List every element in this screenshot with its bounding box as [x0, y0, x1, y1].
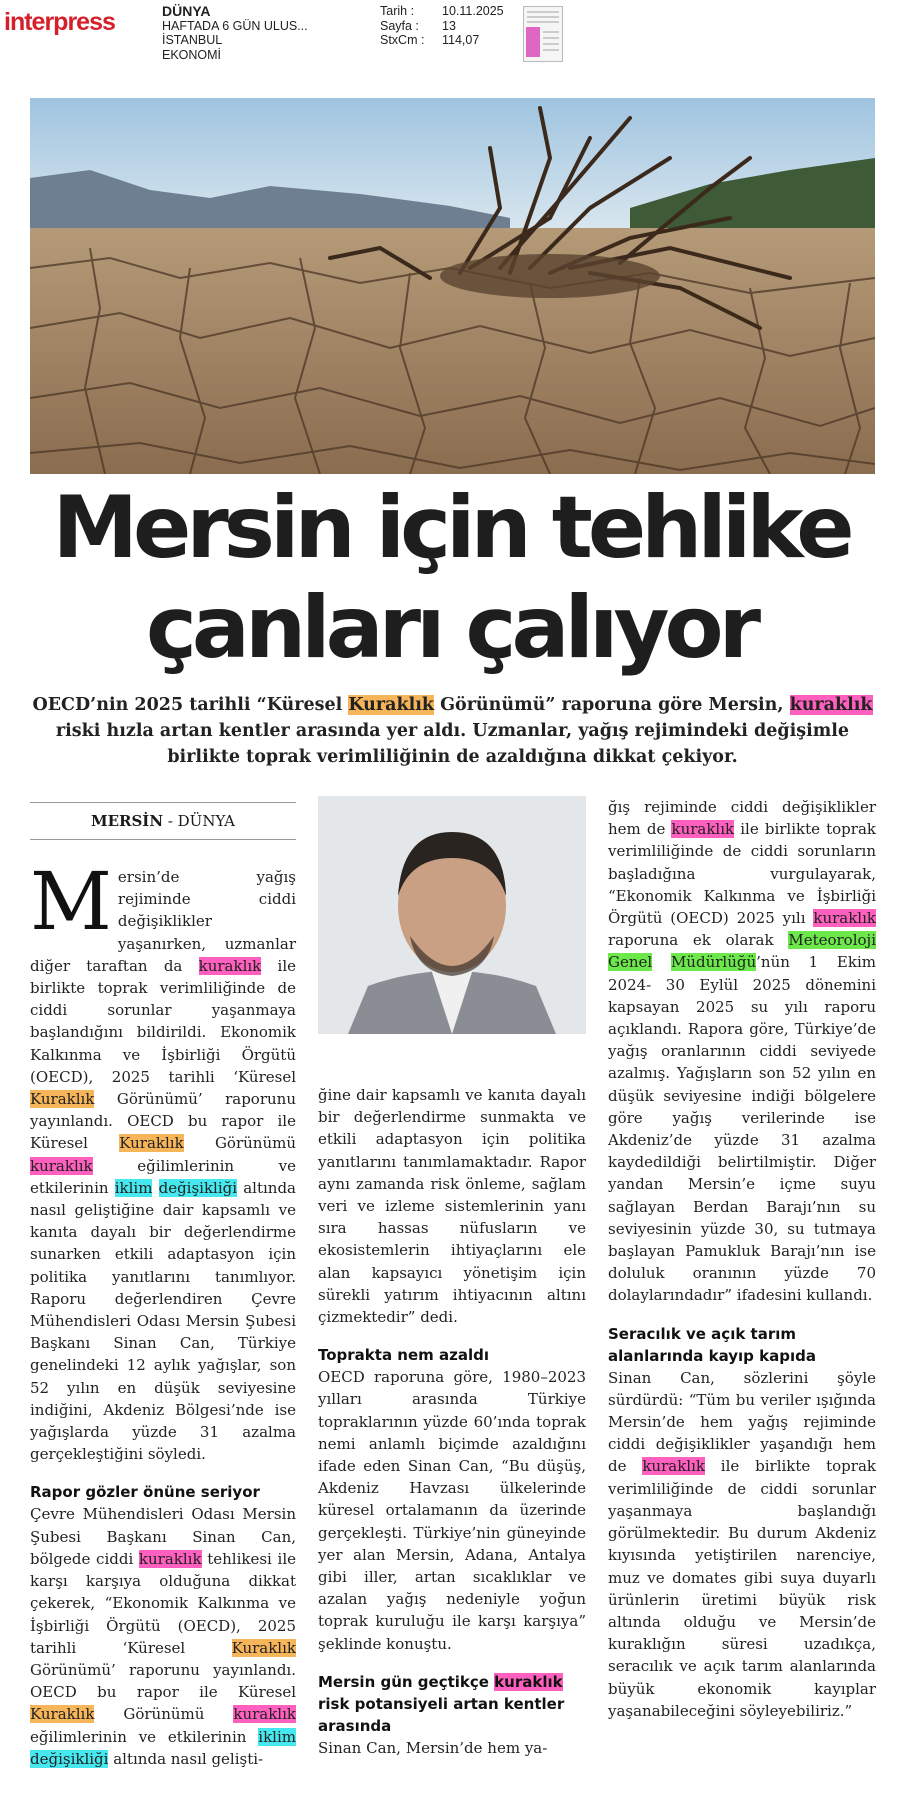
page-value: 13	[442, 18, 456, 33]
highlight-keyword: kuraklık	[671, 820, 735, 839]
highlight-keyword: Kuraklık	[348, 695, 434, 715]
subheading: Mersin gün geçtikçe kuraklık risk potansiyeli artan kentler arasında	[318, 1672, 565, 1735]
highlight-keyword: kuraklık	[642, 1457, 705, 1476]
date-label: Tarih :	[380, 4, 415, 18]
subheading: Rapor gözler önüne seriyor	[30, 1483, 260, 1502]
clipping-header	[0, 0, 902, 64]
paragraph: Çevre Mühendisleri Odası Mersin Şubesi Başkanı Sinan Can, bölgede ciddi kuraklık tehlikesi ile karşı karşıya olduğuna dikkat çekerek, “Ekonomik Kalkınma ve İşbirliği Örgütü (OECD), 2025 tarihli ‘Küresel Kuraklık Görünümü’ raporunu yayınlandı. OECD bu rapor ile Küresel Kuraklık Görünümü kuraklık eğilimlerinin ve etkilerinin iklim değişikliği altında nasıl gelişti-	[30, 1505, 296, 1768]
interpress-logo: interpress	[4, 8, 115, 36]
stxcm-label: StxCm :	[380, 33, 425, 47]
paragraph: Mersin’de yağış rejiminde ciddi değişiklikler yaşanırken, uzmanlar diğer taraftan da kuraklık ile birlikte toprak verimliliğinde de ciddi sorunlar yaşanmaya başlandığını bildirildi. Ekonomik Kalkınma ve İşbirliği Örgütü (OECD), 2025 tarihli ‘Küresel Kuraklık Görünümü’ raporunu yayınlandı. OECD bu rapor ile Küresel Kuraklık Görünümü kuraklık eğilimlerinin ve etkilerinin iklim değişikliği altında nasıl geliştiğine dair kapsamlı ve kanıta dayalı bir değerlendirme sunarken etkili adaptasyon için politika yanıtlarını tanımlıyor. Raporu değerlendiren Çevre Mühendisleri Odası Mersin Şubesi Başkanı Sinan Can, Türkiye genelindeki 12 aylık yağışlar, son 52 yılın en düşük seviyesine indiğini, Akdeniz Bölgesi’nde ise yağışlarda yüzde 31 azalma gerçekleştiğini söyledi.	[30, 855, 296, 1464]
highlight-keyword: kuraklık	[813, 909, 876, 928]
publication-section: EKONOMİ	[162, 47, 222, 62]
page-thumbnail[interactable]	[523, 6, 563, 62]
highlight-keyword: değişikliği	[30, 1749, 109, 1768]
byline	[30, 802, 296, 840]
portrait-photo	[318, 796, 586, 1034]
highlight-keyword: iklim	[114, 1178, 153, 1197]
drought-photo	[30, 98, 875, 474]
paragraph: Sinan Can, sözlerini şöyle sürdürdü: “Tüm bu veriler ışığında Mersin’de hem yağış rejiminde ciddi değişiklikler yaşandığı hem de kuraklık ile birlikte toprak verimliliğinde de ciddi sorunlar yaşanmaya başlandığı görülmektedir. Bu durum Akdeniz kıyısında yetiştirilen narenciye, muz ve domates gibi suya duyarlı ürünlerin üretimi büyük risk altında olduğu ve Mersin’de kuraklığın süresi uzadıkça, seracılık ve açık tarım alanlarında büyük ekonomik kayıplar yaşanabileceğini söyleyebiliriz.”	[608, 1368, 876, 1720]
article-column-3	[608, 796, 876, 1722]
publication-name: DÜNYA	[162, 3, 211, 19]
headline	[0, 478, 902, 678]
highlight-keyword: değişikliği	[158, 1178, 238, 1197]
paragraph: ğine dair kapsamlı ve kanıta dayalı bir değerlendirme sunmakta ve etkili adaptasyon için politika yanıtlarını tanımlamaktadır. Rapor aynı zamanda risk önleme, sağlam veri ve izleme sistemlerinin yanı sıra hassas nüfusların ve ekosistemlerin ihtiyaçlarını ele alan kapsayıcı yönetişim için sürekli yatırım ihtiyacının altını çizmektedir” dedi.	[318, 1086, 586, 1327]
headline-line-1: Mersin için tehlike	[52, 478, 850, 578]
drop-cap: M	[30, 855, 112, 948]
highlight-keyword: kuraklık	[30, 1156, 93, 1175]
spot-text: OECD’nin 2025 tarihli “Küresel Kuraklık Görünümü” raporuna göre Mersin, kuraklık riski hızla artan kentler arasında yer aldı. Uzmanlar, yağış rejimindeki değişimle birlikte toprak verimliliğinin de azaldığına dikkat çekiyor.	[32, 695, 873, 767]
stxcm-value: 114,07	[442, 33, 480, 47]
clipping-meta	[380, 4, 504, 48]
paragraph: OECD raporuna göre, 1980–2023 yılları arasında Türkiye topraklarının yüzde 60’ında toprak nemi anlamlı biçimde azaldığını ifade eden Sinan Can, “Bu düşüş, Akdeniz Havzası ülkelerinde küresel ortalamanın da üzerinde gerçekleşti. Türkiye’nin güneyinde yer alan Mersin, Adana, Antalya gibi iller, artan sıcaklıklar ve azalan yağış nedeniyle yoğun toprak kuruluğu ile karşı karşıya” şeklinde konuştu.	[318, 1368, 586, 1653]
paragraph: ğış rejiminde ciddi değişiklikler hem de kuraklık ile birlikte toprak verimliliğinde de ciddi sorunların başladığına vurgulayarak, “Ekonomik Kalkınma ve İşbirliği Örgütü (OECD) 2025 yılı kuraklık raporuna ek olarak Meteoroloji Genel Müdürlüğü’nün 1 Ekim 2024- 30 Eylül 2025 dönemini kapsayan 2025 su yılı raporu açıklandı. Rapora göre, Türkiye’de yağış oranlarının ciddi seviyede azalmış. Yağışların son 52 yılın en düşük seviyesine indiği bölgelere göre yağış verilerinde ise Akdeniz’de yüzde 31 azalma kaydedildiği belirtilmiştir. Diğer yandan Mersin’e içme suyu sağlayan Berdan Barajı’nın su seviyesinin yüzde 30, su tutmaya başlayan Pamukluk Barajı’nın ise doluluk oranının yüzde 70 dolaylarındadır” ifadesini kullandı.	[608, 798, 876, 1305]
byline-city: MERSİN	[90, 812, 164, 830]
highlight-keyword: Kuraklık	[30, 1705, 95, 1724]
subheading: Toprakta nem azaldı	[318, 1346, 489, 1365]
highlight-keyword: kuraklık	[233, 1705, 296, 1724]
highlight-keyword: Meteoroloji	[788, 931, 876, 950]
highlight-keyword: Kuraklık	[231, 1638, 296, 1657]
article-column-2	[318, 1084, 586, 1759]
highlight-keyword: Müdürlüğü	[670, 953, 757, 972]
date-value: 10.11.2025	[442, 4, 504, 18]
publication-info	[162, 4, 308, 62]
byline-source: - DÜNYA	[163, 812, 236, 830]
highlight-keyword: Kuraklık	[119, 1134, 184, 1153]
headline-line-2: çanları çalıyor	[145, 578, 757, 678]
highlight-keyword: Genel	[608, 953, 653, 972]
article-column-1	[30, 855, 296, 1770]
page-label: Sayfa :	[380, 18, 419, 33]
highlight-keyword: kuraklık	[138, 1549, 202, 1568]
subheading: Seracılık ve açık tarım alanlarında kayıp kapıda	[608, 1324, 816, 1365]
highlight-keyword: Kuraklık	[30, 1090, 95, 1109]
highlight-keyword: kuraklık	[494, 1672, 563, 1691]
highlight-keyword: kuraklık	[789, 695, 873, 715]
publication-city: İSTANBUL	[162, 33, 223, 47]
paragraph: Sinan Can, Mersin’de hem ya-	[318, 1738, 548, 1757]
highlight-keyword: iklim	[258, 1727, 296, 1746]
highlight-keyword: kuraklık	[198, 956, 262, 975]
publication-frequency: HAFTADA 6 GÜN ULUS...	[162, 18, 308, 33]
